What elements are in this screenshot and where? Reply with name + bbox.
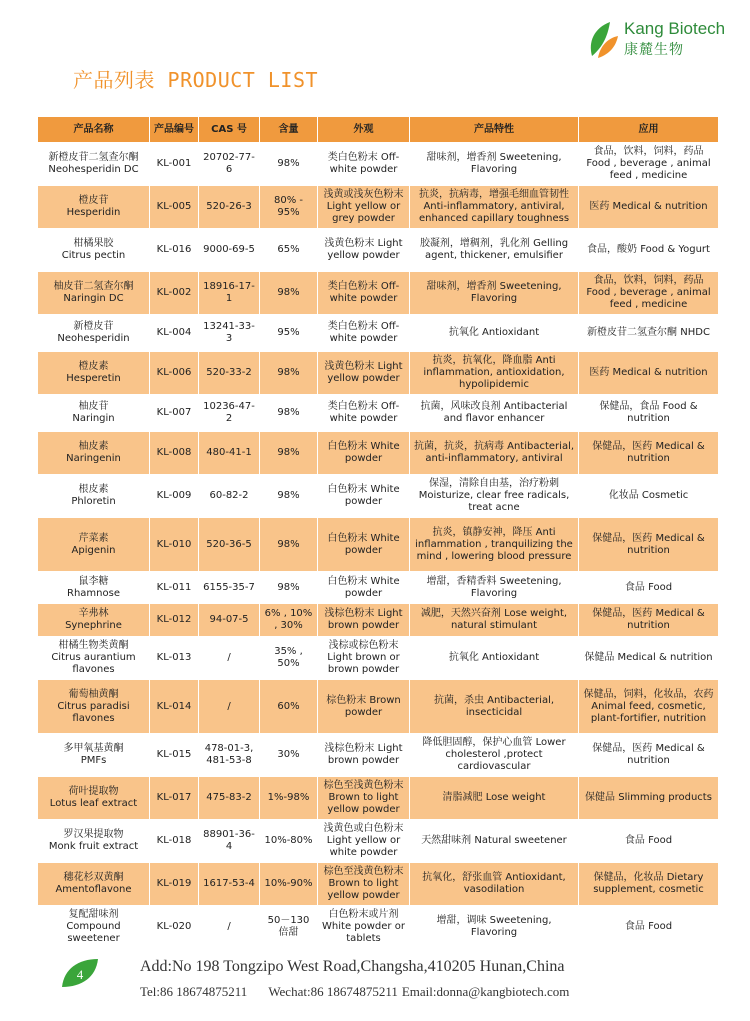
product-code-cell: KL-006 bbox=[150, 352, 199, 395]
appearance-cell: 浅黄色粉末 Light yellow powder bbox=[318, 229, 410, 272]
appearance-cell: 浅棕色粉末 Light brown powder bbox=[318, 734, 410, 777]
cas-cell: 6155-35-7 bbox=[199, 572, 260, 604]
page-number: 4 bbox=[76, 967, 84, 982]
product-name-cn: 葡萄柚黄酮 bbox=[68, 688, 119, 700]
content-cell: 95% bbox=[260, 315, 318, 352]
property-cell: 抗炎，镇静安神，降压 Anti inflammation , tranquilizing the mind , lowering blood pressure bbox=[410, 518, 579, 572]
application-cell: 保健品，医药 Medical & nutrition bbox=[579, 734, 719, 777]
property-cell: 胶凝剂，增稠剂，乳化剂 Gelling agent, thickener, emulsifier bbox=[410, 229, 579, 272]
product-name-en: Citrus pectin bbox=[61, 250, 126, 261]
content-cell: 80% - 95% bbox=[260, 186, 318, 229]
cas-cell: 520-33-2 bbox=[199, 352, 260, 395]
header-application: 应用 bbox=[579, 117, 719, 143]
product-name-cn: 橙皮苷 bbox=[78, 195, 109, 206]
footer-wechat: Wechat:86 18674875211 bbox=[268, 984, 398, 999]
content-cell: 35% , 50% bbox=[260, 637, 318, 680]
product-name-en: PMFs bbox=[80, 755, 107, 766]
product-name-cn: 鼠李糖 bbox=[78, 575, 109, 587]
content-cell: 30% bbox=[260, 734, 318, 777]
cas-cell: / bbox=[199, 906, 260, 949]
product-table bbox=[37, 116, 719, 949]
product-code-cell: KL-002 bbox=[150, 272, 199, 315]
product-name-en: Apigenin bbox=[71, 544, 116, 556]
property-cell: 清脂减肥 Lose weight bbox=[410, 777, 579, 820]
application-cell: 新橙皮苷二氢查尔酮 NHDC bbox=[579, 315, 719, 352]
product-name-cn: 柚皮素 bbox=[78, 441, 109, 452]
product-name-cn: 芹菜素 bbox=[78, 532, 109, 544]
product-code-cell: KL-015 bbox=[150, 734, 199, 777]
appearance-cell: 类白色粉末 Off-white powder bbox=[318, 272, 410, 315]
application-cell: 保健品，医药 Medical & nutrition bbox=[579, 432, 719, 475]
content-cell: 1%-98% bbox=[260, 777, 318, 820]
content-cell: 10%-90% bbox=[260, 863, 318, 906]
header-content: 含量 bbox=[260, 117, 318, 143]
product-name-en: Hesperidin bbox=[66, 207, 121, 218]
product-name-en: Naringin bbox=[72, 413, 115, 424]
property-cell: 抗菌，风味改良剂 Antibacterial and flavor enhancer bbox=[410, 395, 579, 432]
cas-cell: 20702-77-6 bbox=[199, 143, 260, 186]
page-title: 产品列表 PRODUCT LIST bbox=[73, 68, 319, 92]
product-name-cell bbox=[38, 637, 150, 680]
cas-cell: 520-36-5 bbox=[199, 518, 260, 572]
product-code-cell: KL-018 bbox=[150, 820, 199, 863]
product-code-cell: KL-001 bbox=[150, 143, 199, 186]
product-name-cell bbox=[38, 395, 150, 432]
product-name-cell bbox=[38, 604, 150, 637]
footer-tel: Tel:86 18674875211 bbox=[140, 984, 248, 999]
content-cell: 98% bbox=[260, 572, 318, 604]
table-row bbox=[38, 432, 719, 475]
product-code-cell: KL-011 bbox=[150, 572, 199, 604]
content-cell: 98% bbox=[260, 352, 318, 395]
product-code-cell: KL-010 bbox=[150, 518, 199, 572]
appearance-cell: 浅棕或棕色粉末 Light brown or brown powder bbox=[318, 637, 410, 680]
product-code-cell: KL-016 bbox=[150, 229, 199, 272]
product-name-en: Citrus paradisi flavones bbox=[57, 700, 130, 724]
property-cell: 抗氧化 Antioxidant bbox=[410, 637, 579, 680]
appearance-cell: 浅棕色粉末 Light brown powder bbox=[318, 604, 410, 637]
table-row bbox=[38, 229, 719, 272]
appearance-cell: 白色粉末 White powder bbox=[318, 432, 410, 475]
table-row bbox=[38, 604, 719, 637]
table-header-row bbox=[38, 117, 719, 143]
footer-contact bbox=[140, 984, 587, 1000]
product-code-cell: KL-020 bbox=[150, 906, 199, 949]
property-cell: 增甜，调味 Sweetening, Flavoring bbox=[410, 906, 579, 949]
appearance-cell: 浅黄色粉末 Light yellow powder bbox=[318, 352, 410, 395]
product-name-cn: 橙皮素 bbox=[78, 361, 109, 372]
application-cell: 保健品，医药 Medical & nutrition bbox=[579, 518, 719, 572]
application-cell: 食品 Food bbox=[579, 820, 719, 863]
footer-email: Email:donna@kangbiotech.com bbox=[401, 984, 570, 999]
table-row bbox=[38, 863, 719, 906]
appearance-cell: 类白色粉末 Off-white powder bbox=[318, 143, 410, 186]
appearance-cell: 棕色至浅黄色粉末 Brown to light yellow powder bbox=[318, 863, 410, 906]
application-cell: 保健品，医药 Medical & nutrition bbox=[579, 604, 719, 637]
product-name-cell bbox=[38, 572, 150, 604]
cas-cell: 18916-17-1 bbox=[199, 272, 260, 315]
product-name-cn: 新橙皮苷 bbox=[73, 321, 114, 332]
product-name-cn: 柑橘生物类黄酮 bbox=[58, 640, 129, 651]
product-code-cell: KL-008 bbox=[150, 432, 199, 475]
cas-cell: 60-82-2 bbox=[199, 475, 260, 518]
table-row bbox=[38, 820, 719, 863]
property-cell: 抗菌，杀虫 Antibacterial, insecticidal bbox=[410, 680, 579, 734]
application-cell: 保健品 Slimming products bbox=[579, 777, 719, 820]
product-name-en: Synephrine bbox=[65, 620, 122, 631]
product-name-cn: 穗花杉双黄酮 bbox=[63, 872, 124, 883]
header-cas: CAS 号 bbox=[199, 117, 260, 143]
product-name-cn: 罗汉果提取物 bbox=[63, 829, 124, 840]
header-product-name: 产品名称 bbox=[38, 117, 150, 143]
appearance-cell: 棕色至浅黄色粉末 Brown to light yellow powder bbox=[318, 777, 410, 820]
product-name-cn: 新橙皮苷二氢查尔酮 bbox=[48, 152, 139, 163]
cas-cell: 9000-69-5 bbox=[199, 229, 260, 272]
cas-cell: 10236-47-2 bbox=[199, 395, 260, 432]
product-name-cell bbox=[38, 315, 150, 352]
application-cell: 食品 Food bbox=[579, 572, 719, 604]
header-property: 产品特性 bbox=[410, 117, 579, 143]
content-cell: 6% , 10% , 30% bbox=[260, 604, 318, 637]
content-cell: 98% bbox=[260, 272, 318, 315]
table-row bbox=[38, 186, 719, 229]
table-row bbox=[38, 352, 719, 395]
product-name-cell bbox=[38, 734, 150, 777]
product-name-en: Lotus leaf extract bbox=[49, 798, 138, 809]
content-cell: 50－130 倍甜 bbox=[260, 906, 318, 949]
cas-cell: 88901-36-4 bbox=[199, 820, 260, 863]
product-name-cell bbox=[38, 906, 150, 949]
application-cell: 食品，酸奶 Food & Yogurt bbox=[579, 229, 719, 272]
product-name-cell bbox=[38, 352, 150, 395]
table-row bbox=[38, 272, 719, 315]
product-name-en: Citrus aurantium flavones bbox=[51, 652, 136, 675]
cas-cell: 13241-33-3 bbox=[199, 315, 260, 352]
application-cell: 食品 Food bbox=[579, 906, 719, 949]
product-code-cell: KL-019 bbox=[150, 863, 199, 906]
product-name-cn: 复配甜味剂 bbox=[68, 909, 119, 920]
product-name-cell bbox=[38, 475, 150, 518]
table-row bbox=[38, 572, 719, 604]
property-cell: 保湿，清除自由基，治疗粉刺 Moisturize, clear free radicals, treat acne bbox=[410, 475, 579, 518]
product-name-cn: 柑橘果胶 bbox=[73, 238, 114, 249]
product-name-en: Naringenin bbox=[66, 453, 121, 464]
product-name-cn: 多甲氧基黄酮 bbox=[63, 743, 124, 754]
product-code-cell: KL-014 bbox=[150, 680, 199, 734]
property-cell: 甜味剂，增香剂 Sweetening, Flavoring bbox=[410, 143, 579, 186]
product-name-cell bbox=[38, 143, 150, 186]
table-row bbox=[38, 906, 719, 949]
product-code-cell: KL-013 bbox=[150, 637, 199, 680]
application-cell: 食品，饮料，饲料，药品 Food , beverage , animal feed , medicine bbox=[579, 272, 719, 315]
product-name-cn: 柚皮苷 bbox=[78, 401, 109, 412]
product-name-cell bbox=[38, 272, 150, 315]
appearance-cell: 白色粉末 White powder bbox=[318, 475, 410, 518]
content-cell: 65% bbox=[260, 229, 318, 272]
property-cell: 抗炎，抗病毒，增强毛细血管韧性 Anti-inflammatory, antiviral, enhanced capillary toughness bbox=[410, 186, 579, 229]
table-row bbox=[38, 475, 719, 518]
property-cell: 天然甜味剂 Natural sweetener bbox=[410, 820, 579, 863]
property-cell: 增甜，香精香料 Sweetening, Flavoring bbox=[410, 572, 579, 604]
table-row bbox=[38, 637, 719, 680]
product-name-en: Neohesperidin bbox=[57, 333, 130, 344]
table-row bbox=[38, 518, 719, 572]
cas-cell: / bbox=[199, 680, 260, 734]
product-name-en: Phloretin bbox=[71, 496, 116, 507]
application-cell: 化妆品 Cosmetic bbox=[579, 475, 719, 518]
footer-address: Add:No 198 Tongzipo West Road,Changsha,410205 Hunan,China bbox=[140, 958, 565, 975]
cas-cell: 520-26-3 bbox=[199, 186, 260, 229]
application-cell: 保健品 Medical & nutrition bbox=[579, 637, 719, 680]
product-name-en: Naringin DC bbox=[63, 293, 124, 304]
appearance-cell: 白色粉末或片剂 White powder or tablets bbox=[318, 906, 410, 949]
header-appearance: 外观 bbox=[318, 117, 410, 143]
property-cell: 甜味剂，增香剂 Sweetening, Flavoring bbox=[410, 272, 579, 315]
appearance-cell: 浅黄或浅灰色粉末 Light yellow or grey powder bbox=[318, 186, 410, 229]
appearance-cell: 类白色粉末 Off-white powder bbox=[318, 315, 410, 352]
appearance-cell: 类白色粉末 Off-white powder bbox=[318, 395, 410, 432]
application-cell: 保健品，食品 Food & nutrition bbox=[579, 395, 719, 432]
product-code-cell: KL-004 bbox=[150, 315, 199, 352]
appearance-cell: 浅黄色或白色粉末 Light yellow or white powder bbox=[318, 820, 410, 863]
product-name-en: Rhamnose bbox=[67, 587, 120, 599]
product-name-en: Amentoflavone bbox=[55, 884, 132, 895]
page-number-leaf-icon bbox=[60, 957, 100, 989]
cas-cell: 478-01-3, 481-53-8 bbox=[199, 734, 260, 777]
product-name-cell bbox=[38, 229, 150, 272]
appearance-cell: 白色粉末 White powder bbox=[318, 572, 410, 604]
brand-logo bbox=[586, 14, 736, 64]
product-code-cell: KL-007 bbox=[150, 395, 199, 432]
content-cell: 98% bbox=[260, 475, 318, 518]
product-name-cn: 辛弗林 bbox=[78, 608, 109, 619]
table-row bbox=[38, 143, 719, 186]
content-cell: 98% bbox=[260, 395, 318, 432]
product-name-en: Monk fruit extract bbox=[48, 841, 139, 852]
product-name-en: Hesperetin bbox=[66, 373, 121, 384]
content-cell: 60% bbox=[260, 680, 318, 734]
content-cell: 98% bbox=[260, 432, 318, 475]
leaf-logo-icon bbox=[586, 16, 620, 60]
content-cell: 98% bbox=[260, 143, 318, 186]
product-name-cell bbox=[38, 518, 150, 572]
content-cell: 10%-80% bbox=[260, 820, 318, 863]
product-name-cell bbox=[38, 186, 150, 229]
property-cell: 抗氧化 Antioxidant bbox=[410, 315, 579, 352]
cas-cell: 475-83-2 bbox=[199, 777, 260, 820]
cas-cell: 1617-53-4 bbox=[199, 863, 260, 906]
application-cell: 保健品，饲料，化妆品，农药 Animal feed, cosmetic, plant-fortifier, nutrition bbox=[579, 680, 719, 734]
product-name-cn: 柚皮苷二氢查尔酮 bbox=[53, 281, 134, 292]
product-name-en: Compound sweetener bbox=[66, 921, 121, 944]
cas-cell: / bbox=[199, 637, 260, 680]
header-product-code: 产品编号 bbox=[150, 117, 199, 143]
product-name-cell bbox=[38, 777, 150, 820]
application-cell: 食品，饮料，饲料，药品 Food , beverage , animal feed , medicine bbox=[579, 143, 719, 186]
brand-name-en: Kang Biotech bbox=[624, 19, 726, 38]
cas-cell: 480-41-1 bbox=[199, 432, 260, 475]
product-name-cell bbox=[38, 432, 150, 475]
table-row bbox=[38, 315, 719, 352]
product-code-cell: KL-009 bbox=[150, 475, 199, 518]
property-cell: 抗炎，抗氧化，降血脂 Anti inflammation, antioxidation, hypolipidemic bbox=[410, 352, 579, 395]
table-row bbox=[38, 777, 719, 820]
application-cell: 医药 Medical & nutrition bbox=[579, 186, 719, 229]
product-code-cell: KL-012 bbox=[150, 604, 199, 637]
product-name-cell bbox=[38, 820, 150, 863]
application-cell: 保健品，化妆品 Dietary supplement, cosmetic bbox=[579, 863, 719, 906]
cas-cell: 94-07-5 bbox=[199, 604, 260, 637]
product-name-en: Neohesperidin DC bbox=[48, 164, 139, 175]
product-code-cell: KL-005 bbox=[150, 186, 199, 229]
application-cell: 医药 Medical & nutrition bbox=[579, 352, 719, 395]
property-cell: 抗菌，抗炎，抗病毒 Antibacterial, anti-inflammatory, antiviral bbox=[410, 432, 579, 475]
product-name-cell bbox=[38, 680, 150, 734]
product-name-cn: 根皮素 bbox=[78, 484, 109, 495]
appearance-cell: 白色粉末 White powder bbox=[318, 518, 410, 572]
property-cell: 抗氧化，舒张血管 Antioxidant, vasodilation bbox=[410, 863, 579, 906]
property-cell: 降低胆固醇，保护心血管 Lower cholesterol ,protect cardiovascular bbox=[410, 734, 579, 777]
table-row bbox=[38, 734, 719, 777]
product-code-cell: KL-017 bbox=[150, 777, 199, 820]
table-row bbox=[38, 680, 719, 734]
content-cell: 98% bbox=[260, 518, 318, 572]
brand-name-cn: 康麓生物 bbox=[624, 42, 684, 58]
property-cell: 减肥，天然兴奋剂 Lose weight, natural stimulant bbox=[410, 604, 579, 637]
product-name-cell bbox=[38, 863, 150, 906]
product-name-cn: 荷叶提取物 bbox=[68, 786, 119, 797]
appearance-cell: 棕色粉末 Brown powder bbox=[318, 680, 410, 734]
table-row bbox=[38, 395, 719, 432]
